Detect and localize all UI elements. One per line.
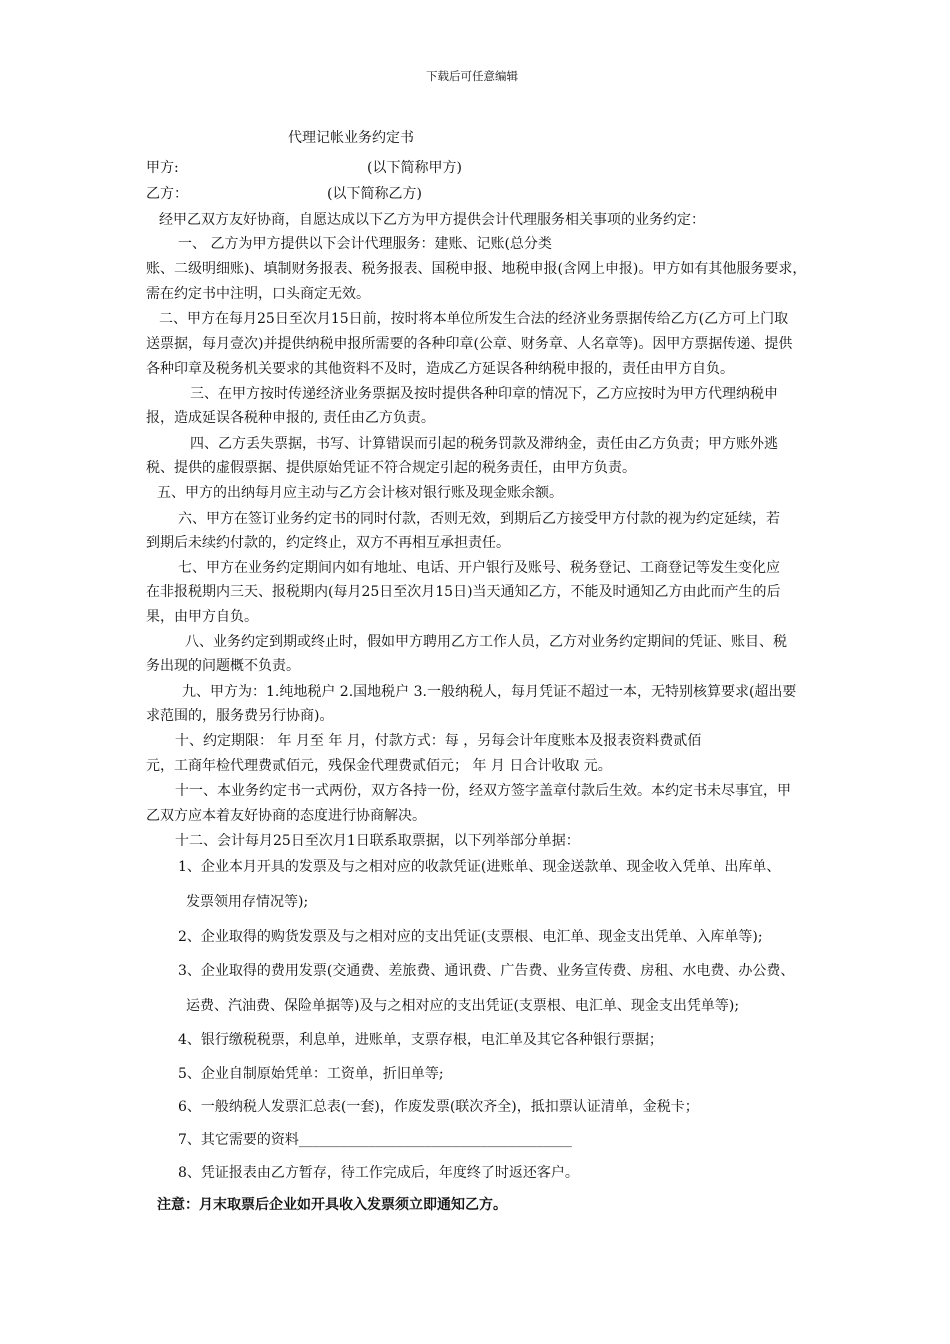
party-b-label: 乙方： bbox=[146, 186, 188, 202]
page-header: 下载后可任意编辑 bbox=[426, 69, 518, 83]
clause-11-line: 乙双方应本着友好协商的态度进行协商解决。 bbox=[146, 808, 426, 824]
intro-text: 经甲乙双方友好协商，自愿达成以下乙方为甲方提供会计代理服务相关事项的业务约定： bbox=[159, 212, 705, 228]
party-a-note: (以下简称甲方) bbox=[367, 160, 462, 176]
document-item: 1、企业本月开具的发票及与之相对应的收款凭证(进账单、现金送款单、现金收入凭单、出库单、 bbox=[178, 859, 781, 875]
clause-7-line: 七、甲方在业务约定期间内如有地址、电话、开户银行及账号、税务登记、工商登记等发生变化应 bbox=[178, 560, 780, 576]
clause-8-line: 八、业务约定到期或终止时，假如甲方聘用乙方工作人员，乙方对业务约定期间的凭证、账目、税 bbox=[185, 634, 787, 650]
clause-2-line: 各种印章及税务机关要求的其他资料不及时，造成乙方延误各种纳税申报的，责任由甲方自负。 bbox=[146, 361, 734, 377]
clause-4-line: 四、乙方丢失票据，书写、计算错误而引起的税务罚款及滞纳金，责任由乙方负责；甲方账外逃 bbox=[190, 436, 778, 452]
document-item: 7、其它需要的资料_______________________________________ bbox=[178, 1132, 572, 1148]
clause-10-line: 十、约定期限： 年 月至 年 月，付款方式：每 ，另每会计年度账本及报表资料费贰佰 bbox=[175, 733, 702, 749]
document-item: 发票领用存情况等); bbox=[186, 894, 309, 910]
clause-1-line: 账、二级明细账)、填制财务报表、税务报表、国税申报、地税申报(含网上申报)。甲方如有其他服务要求， bbox=[146, 261, 807, 277]
clause-2-line: 二、甲方在每月25日至次月15日前，按时将本单位所发生合法的经济业务票据传给乙方(乙方可上门取 bbox=[159, 311, 789, 327]
footer-note: 注意：月末取票后企业如开具收入发票须立即通知乙方。 bbox=[157, 1197, 507, 1213]
clause-7-line: 果，由甲方自负。 bbox=[146, 609, 258, 625]
clause-2-line: 送票据，每月壹次)并提供纳税申报所需要的各种印章(公章、财务章、人名章等)。因甲方票据传递、提供 bbox=[146, 336, 793, 352]
clause-5-line: 五、甲方的出纳每月应主动与乙方会计核对银行账及现金账余额。 bbox=[157, 485, 563, 501]
clause-1-line: 需在约定书中注明，口头商定无效。 bbox=[146, 286, 370, 302]
clause-3-line: 报，造成延误各税种申报的, 责任由乙方负责。 bbox=[146, 410, 435, 426]
document-item: 2、企业取得的购货发票及与之相对应的支出凭证(支票根、电汇单、现金支出凭单、入库单等); bbox=[178, 929, 763, 945]
clause-12-line: 十二、会计每月25日至次月1日联系取票据，以下列举部分单据： bbox=[175, 833, 580, 849]
clause-11-line: 十一、本业务约定书一式两份，双方各持一份，经双方签字盖章付款后生效。本约定书未尽事宜，甲 bbox=[175, 783, 791, 799]
document-item: 4、银行缴税税票，利息单，进账单，支票存根，电汇单及其它各种银行票据； bbox=[178, 1032, 663, 1048]
clause-6-line: 到期后未续约付款的，约定终止，双方不再相互承担责任。 bbox=[146, 535, 510, 551]
document-item: 运费、汽油费、保险单据等)及与之相对应的支出凭证(支票根、电汇单、现金支出凭单等); bbox=[186, 998, 740, 1014]
party-b-note: (以下简称乙方) bbox=[327, 186, 422, 202]
clause-1-line: 一、 乙方为甲方提供以下会计代理服务：建账、记账(总分类 bbox=[178, 236, 552, 252]
document-title: 代理记帐业务约定书 bbox=[288, 130, 414, 146]
clause-6-line: 六、甲方在签订业务约定书的同时付款，否则无效，到期后乙方接受甲方付款的视为约定延续，若 bbox=[178, 511, 780, 527]
clause-9-line: 九、甲方为：1.纯地税户 2.国地税户 3.一般纳税人，每月凭证不超过一本，无特别核算要求(超出要 bbox=[182, 684, 797, 700]
document-item: 5、企业自制原始凭单：工资单，折旧单等; bbox=[178, 1066, 444, 1082]
document-item: 6、一般纳税人发票汇总表(一套)，作废发票(联次齐全)，抵扣票认证清单，金税卡； bbox=[178, 1099, 699, 1115]
clause-3-line: 三、在甲方按时传递经济业务票据及按时提供各种印章的情况下，乙方应按时为甲方代理纳税申 bbox=[190, 386, 778, 402]
party-a-label: 甲方: bbox=[146, 160, 179, 176]
document-item: 8、凭证报表由乙方暂存，待工作完成后，年度终了时返还客户。 bbox=[178, 1165, 579, 1181]
clause-9-line: 求范围的，服务费另行协商)。 bbox=[146, 708, 334, 724]
document-item: 3、企业取得的费用发票(交通费、差旅费、通讯费、广告费、业务宣传费、房租、水电费、办公费、 bbox=[178, 963, 795, 979]
clause-4-line: 税、提供的虚假票据、提供原始凭证不符合规定引起的税务责任，由甲方负责。 bbox=[146, 460, 636, 476]
clause-10-line: 元，工商年检代理费贰佰元，残保金代理费贰佰元； 年 月 日合计收取 元。 bbox=[146, 758, 612, 774]
clause-8-line: 务出现的问题概不负责。 bbox=[146, 658, 300, 674]
clause-7-line: 在非报税期内三天、报税期内(每月25日至次月15日)当天通知乙方，不能及时通知乙方由此而产生的后 bbox=[146, 584, 781, 600]
